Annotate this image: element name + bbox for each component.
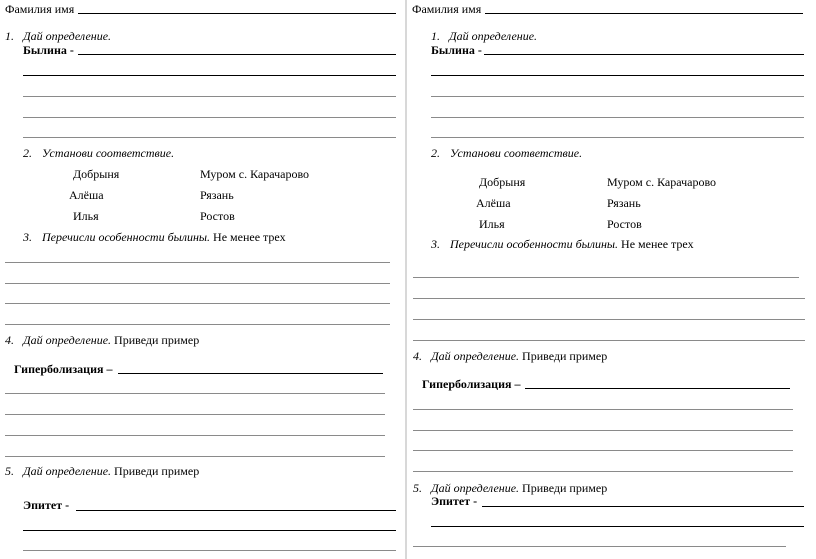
answer-line[interactable] bbox=[431, 526, 804, 527]
answer-line[interactable] bbox=[118, 373, 383, 374]
task1-instruction: Дай определение. bbox=[449, 29, 538, 43]
task3-instruction: Перечисли особенности былины. bbox=[450, 237, 619, 251]
answer-line[interactable] bbox=[484, 54, 804, 55]
surname-label: Фамилия имя bbox=[5, 2, 75, 16]
answer-line[interactable] bbox=[78, 54, 396, 55]
task3-text bbox=[42, 230, 286, 244]
answer-line[interactable] bbox=[5, 262, 390, 263]
answer-line[interactable] bbox=[431, 96, 804, 97]
answer-line[interactable] bbox=[413, 450, 793, 451]
task5-instruction: Дай определение. bbox=[431, 481, 520, 495]
answer-line[interactable] bbox=[76, 510, 396, 511]
answer-line[interactable] bbox=[5, 414, 385, 415]
task4-number: 4. bbox=[413, 349, 422, 363]
answer-line[interactable] bbox=[5, 324, 390, 325]
hero-item: Алёша bbox=[476, 196, 511, 210]
task1-term: Былина - bbox=[23, 43, 74, 57]
task5-term: Эпитет - bbox=[23, 498, 70, 512]
surname-line[interactable] bbox=[485, 13, 803, 14]
city-item: Муром с. Карачарово bbox=[607, 175, 717, 189]
answer-line[interactable] bbox=[413, 409, 793, 410]
answer-line[interactable] bbox=[431, 117, 804, 118]
hero-item: Илья bbox=[479, 217, 505, 231]
task4-note: Приведи пример bbox=[114, 333, 200, 347]
task5-text bbox=[23, 464, 199, 478]
answer-line[interactable] bbox=[413, 277, 799, 278]
task4-term: Гиперболизация – bbox=[422, 377, 521, 391]
task3-instruction: Перечисли особенности былины. bbox=[42, 230, 211, 244]
task5-term: Эпитет - bbox=[431, 494, 478, 508]
task4-instruction: Дай определение. bbox=[431, 349, 520, 363]
task2-instruction: Установи соответствие. bbox=[450, 146, 583, 160]
task5-text bbox=[431, 481, 607, 495]
answer-line[interactable] bbox=[23, 96, 396, 97]
answer-line[interactable] bbox=[413, 430, 793, 431]
task5-number: 5. bbox=[413, 481, 422, 495]
answer-line[interactable] bbox=[23, 530, 396, 531]
task3-note: Не менее трех bbox=[213, 230, 286, 244]
surname-label: Фамилия имя bbox=[412, 2, 482, 16]
city-item: Муром с. Карачарово bbox=[200, 167, 310, 181]
city-item: Рязань bbox=[607, 196, 641, 210]
answer-line[interactable] bbox=[23, 117, 396, 118]
city-item: Ростов bbox=[607, 217, 642, 231]
answer-line[interactable] bbox=[413, 298, 805, 299]
worksheet-right bbox=[407, 0, 816, 559]
answer-line[interactable] bbox=[23, 75, 396, 76]
task3-note: Не менее трех bbox=[621, 237, 694, 251]
hero-item: Алёша bbox=[69, 188, 104, 202]
task1-number: 1. bbox=[5, 29, 14, 43]
answer-line[interactable] bbox=[431, 75, 804, 76]
answer-line[interactable] bbox=[525, 388, 790, 389]
task3-number: 3. bbox=[431, 237, 440, 251]
task5-note: Приведи пример bbox=[114, 464, 200, 478]
task4-text bbox=[431, 349, 607, 363]
task4-note: Приведи пример bbox=[522, 349, 608, 363]
task4-instruction: Дай определение. bbox=[23, 333, 112, 347]
task1-term: Былина - bbox=[431, 43, 482, 57]
task2-number: 2. bbox=[431, 146, 440, 160]
hero-item: Добрыня bbox=[479, 175, 526, 189]
surname-line[interactable] bbox=[78, 13, 396, 14]
task3-text bbox=[450, 237, 694, 251]
answer-line[interactable] bbox=[23, 137, 396, 138]
task5-instruction: Дай определение. bbox=[23, 464, 112, 478]
task2-instruction: Установи соответствие. bbox=[42, 146, 175, 160]
answer-line[interactable] bbox=[5, 435, 385, 436]
answer-line[interactable] bbox=[5, 283, 390, 284]
answer-line[interactable] bbox=[5, 456, 385, 457]
answer-line[interactable] bbox=[413, 546, 786, 547]
task3-number: 3. bbox=[23, 230, 32, 244]
task2-number: 2. bbox=[23, 146, 32, 160]
answer-line[interactable] bbox=[413, 319, 805, 320]
task5-number: 5. bbox=[5, 464, 14, 478]
task4-term: Гиперболизация – bbox=[14, 362, 113, 376]
task5-note: Приведи пример bbox=[522, 481, 608, 495]
city-item: Рязань bbox=[200, 188, 234, 202]
task4-number: 4. bbox=[5, 333, 14, 347]
answer-line[interactable] bbox=[5, 393, 385, 394]
city-item: Ростов bbox=[200, 209, 235, 223]
answer-line[interactable] bbox=[431, 137, 804, 138]
answer-line[interactable] bbox=[23, 550, 396, 551]
hero-item: Илья bbox=[73, 209, 99, 223]
answer-line[interactable] bbox=[482, 506, 804, 507]
answer-line[interactable] bbox=[413, 471, 793, 472]
worksheet-left bbox=[0, 0, 405, 559]
task1-instruction: Дай определение. bbox=[23, 29, 112, 43]
hero-item: Добрыня bbox=[73, 167, 120, 181]
task4-text bbox=[23, 333, 199, 347]
task1-number: 1. bbox=[431, 29, 440, 43]
answer-line[interactable] bbox=[413, 340, 805, 341]
answer-line[interactable] bbox=[5, 303, 390, 304]
